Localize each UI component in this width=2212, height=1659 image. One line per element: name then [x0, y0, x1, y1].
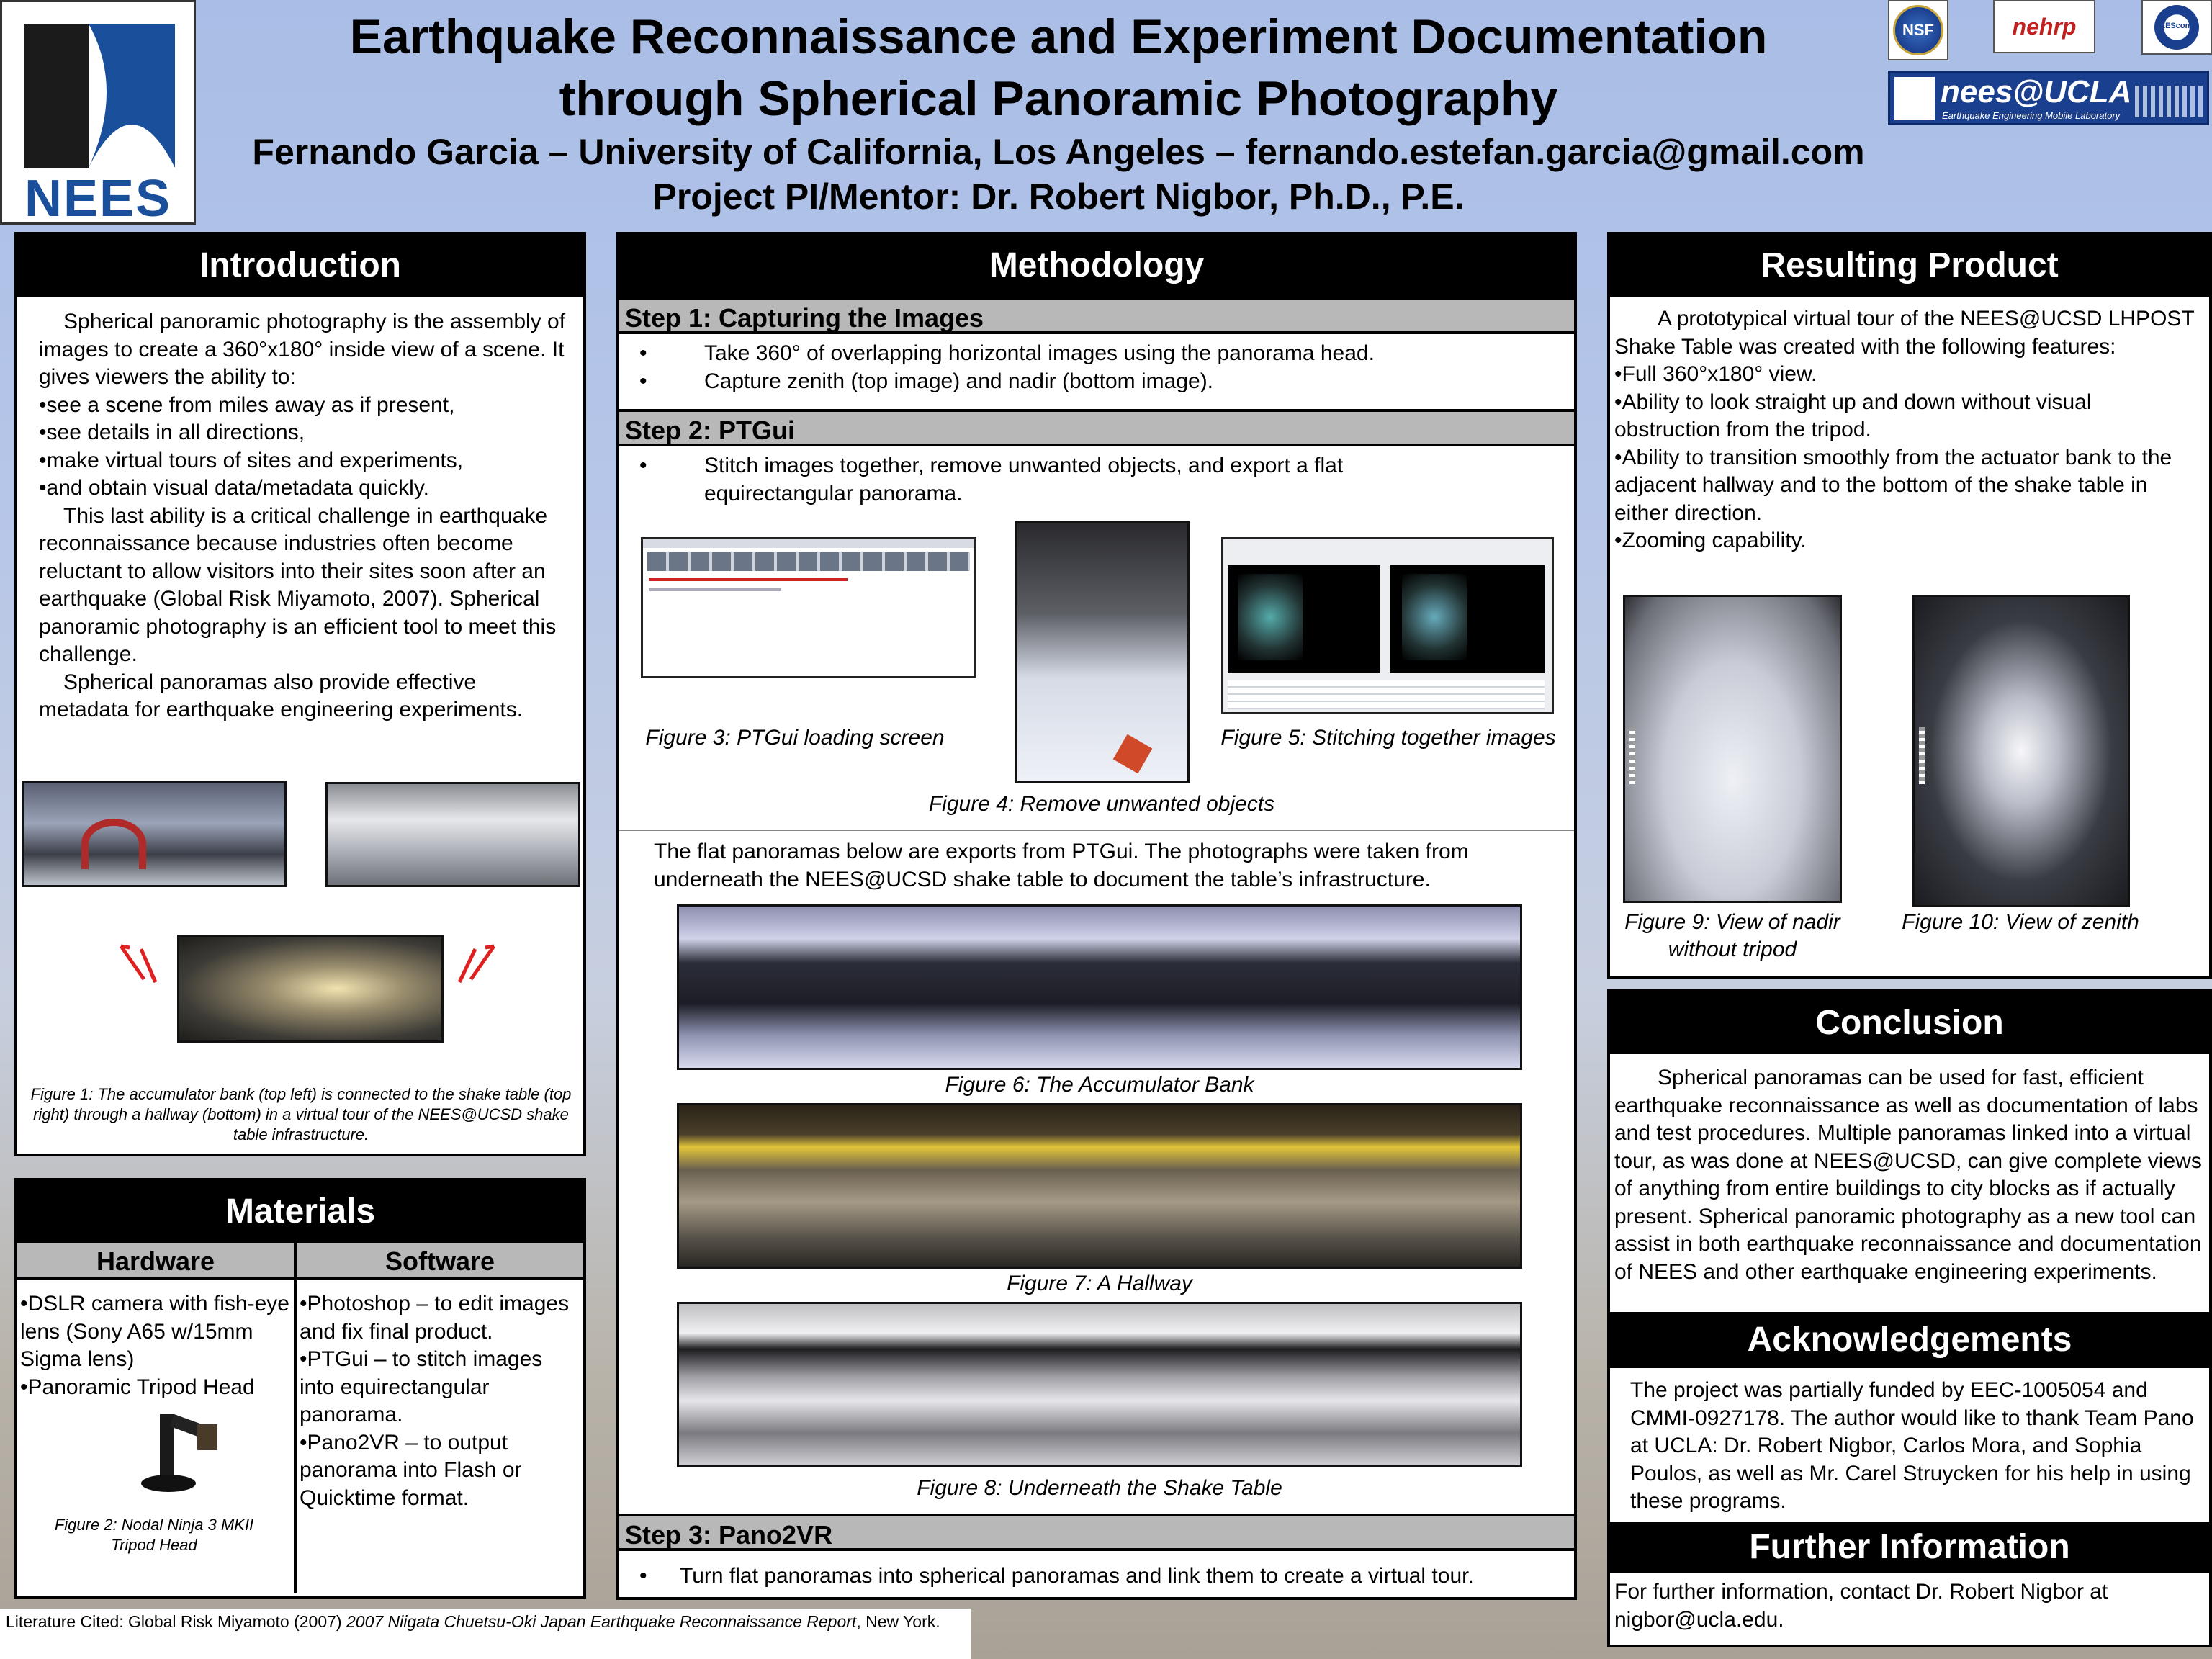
step3-bullet: • Turn flat panoramas into spherical panoramas and link them to create a virtual tour. [639, 1564, 1474, 1588]
zenith-view-photo [1912, 595, 2130, 907]
accumulator-bank-panorama [677, 904, 1522, 1070]
nadir-view-photo [1623, 595, 1842, 903]
step1-bullet: • Capture zenith (top image) and nadir (bottom image). [639, 369, 1214, 393]
nees-logo [0, 0, 196, 228]
materials-panel [14, 1178, 586, 1599]
software-item: •PTGui – to stitch images into equirectangular panorama. [300, 1347, 543, 1426]
figure2-caption: Figure 2: Nodal Ninja 3 MKII Tripod Head [54, 1516, 254, 1554]
hallway-photo [177, 935, 444, 1043]
hardware-cell [17, 1280, 297, 1593]
ptgui-loading-screenshot [641, 537, 976, 678]
hardware-item: •Panoramic Tripod Head [20, 1375, 255, 1399]
acknowledgements-text: The project was partially funded by EEC-1005054 and CMMI-0927178. The author would like to thank Team Pano at UCLA: Dr. Robert Nigbor, Carlos Mora, and Sophia Poulos, as well as Mr. Carel Struycken for his help in using these programs. [1630, 1378, 2194, 1513]
figure3-caption: Figure 3: PTGui loading screen [645, 726, 945, 750]
nehrp-logo-label: nehrp [2012, 14, 2077, 40]
figure9-caption: Figure 9: View of nadir without tripod [1624, 910, 1840, 961]
software-cell [297, 1280, 583, 1593]
remove-objects-photo [1015, 521, 1190, 783]
figure8-caption: Figure 8: Underneath the Shake Table [917, 1476, 1282, 1500]
neescomm-logo [2141, 0, 2212, 55]
literature-cited [0, 1609, 971, 1659]
feature-item: •Ability to transition smoothly from the actuator bank to the adjacent hallway and to the bottom of the shake table in either direction. [1614, 445, 2172, 525]
acknowledgements-heading: Acknowledgements [1610, 1312, 2209, 1368]
neescomm-logo-label: NEEScomm [2154, 22, 2200, 30]
resulting-product-panel [1607, 232, 2212, 979]
introduction-panel [14, 232, 586, 1156]
tripod-head-image [118, 1407, 226, 1496]
figure4-caption: Figure 4: Remove unwanted objects [928, 792, 1275, 816]
stitching-screenshot [1221, 537, 1554, 714]
step1-title: Step 1: Capturing the Images [619, 297, 1574, 334]
feature-item: •Full 360°x180° view. [1614, 362, 1817, 386]
further-information-text: For further information, contact Dr. Robert Nigbor at nigbor@ucla.edu. [1614, 1580, 2108, 1632]
shake-table-panorama [677, 1302, 1522, 1467]
figure1-caption: Figure 1: The accumulator bank (top left) is connected to the shake table (top right) through a hallway (bottom) in a virtual tour of the NEES@UCSD shake table infrastructure. [30, 1085, 572, 1143]
nehrp-logo [1993, 0, 2095, 53]
figure6-caption: Figure 6: The Accumulator Bank [945, 1073, 1254, 1097]
software-column-header: Software [385, 1246, 495, 1276]
intro-bullet: •see a scene from miles away as if present, [39, 392, 455, 417]
intro-paragraph: This last ability is a critical challenge in earthquake reconnaissance because industries often become reluctant to allow visitors into their sites soon after an earthquake (Global Risk Miyamoto, 2007). Spherical panoramic photography is an efficient tool to meet this challenge. [39, 503, 557, 666]
mentor-line: Project PI/Mentor: Dr. Robert Nigbor, Ph.D., P.E. [652, 176, 1465, 217]
feature-item: •Zooming capability. [1614, 529, 1807, 552]
figure7-caption: Figure 7: A Hallway [1007, 1272, 1192, 1295]
literature-prefix: Literature Cited: Global Risk Miyamoto (2007) [6, 1612, 346, 1631]
nees-ucla-logo [1888, 71, 2209, 125]
nees-logo-text: NEES [24, 170, 172, 228]
accumulator-bank-photo [22, 781, 287, 887]
intro-paragraph: Spherical panoramas also provide effective metadata for earthquake engineering experiments. [39, 670, 523, 721]
figure10-caption: Figure 10: View of zenith [1902, 910, 2139, 934]
materials-heading: Materials [17, 1181, 583, 1243]
nees-ucla-logo-sub: Earthquake Engineering Mobile Laboratory [1942, 110, 2121, 121]
methodology-heading: Methodology [619, 235, 1574, 297]
step2-bullet: • Stitch images together, remove unwanted objects, and export a flat equirectangular panorama. [639, 454, 1344, 505]
hallway-panorama [677, 1103, 1522, 1269]
literature-suffix: , New York. [856, 1612, 940, 1631]
software-item: •Photoshop – to edit images and fix final product. [300, 1292, 570, 1344]
resulting-intro: A prototypical virtual tour of the NEES@UCSD LHPOST Shake Table was created with the following features: [1614, 307, 2195, 359]
poster-title-line1: Earthquake Reconnaissance and Experiment Documentation [349, 9, 1768, 64]
conclusion-panel [1607, 989, 2212, 1647]
transition-arrow-icon [115, 939, 161, 989]
software-item: •Pano2VR – to output panorama into Flash or Quicktime format. [300, 1430, 522, 1510]
intro-paragraph: Spherical panoramic photography is the assembly of images to create a 360°x180° inside view of a scene. It gives viewers the ability to: [39, 310, 566, 389]
step3-title: Step 3: Pano2VR [619, 1514, 1574, 1551]
figure5-caption: Figure 5: Stitching together images [1220, 726, 1556, 750]
feature-item: •Ability to look straight up and down without visual obstruction from the tripod. [1614, 390, 2092, 441]
nsf-logo [1888, 0, 1948, 60]
nees-logo-mark-icon [2, 2, 194, 168]
transition-arrow-icon [454, 939, 500, 989]
introduction-heading: Introduction [17, 235, 583, 297]
conclusion-heading: Conclusion [1610, 992, 2209, 1054]
step2-title: Step 2: PTGui [619, 409, 1574, 446]
flat-panoramas-text: The flat panoramas below are exports from PTGui. The photographs were taken from underneath the NEES@UCSD shake table to document the table’s infrastructure. [654, 840, 1469, 891]
methodology-panel [616, 232, 1577, 1600]
poster-title-line2: through Spherical Panoramic Photography [559, 71, 1558, 126]
shake-table-photo [325, 782, 580, 887]
nsf-logo-label: NSF [1893, 5, 1943, 55]
hardware-column-header: Hardware [17, 1243, 297, 1277]
hardware-item: •DSLR camera with fish-eye lens (Sony A65 w/15mm Sigma lens) [20, 1292, 289, 1371]
author-line: Fernando Garcia – University of California, Los Angeles – fernando.estefan.garcia@gmail.com [252, 132, 1865, 172]
conclusion-text: Spherical panoramas can be used for fast, efficient earthquake reconnaissance as well as documentation of labs and test procedures. Multiple panoramas linked into a virtual tour, as was done at NEES@UCSD, can give complete views of anything from entire buildings to city blocks as if actually present. Spherical panoramic photography as a new tool can assist in both earthquake reconnaissance and documentation of NEES and other earthquake engineering experiments. [1614, 1066, 2202, 1284]
nees-ucla-logo-label: nees@UCLA [1941, 74, 2132, 109]
step1-bullet: • Take 360° of overlapping horizontal images using the panorama head. [639, 341, 1375, 365]
resulting-product-heading: Resulting Product [1610, 235, 2209, 297]
intro-bullet: •see details in all directions, [39, 421, 305, 444]
intro-bullet: •and obtain visual data/metadata quickly. [39, 476, 429, 500]
intro-bullet: •make virtual tours of sites and experiments, [39, 448, 464, 472]
literature-title: 2007 Niigata Chuetsu-Oki Japan Earthquake Reconnaissance Report [346, 1612, 857, 1631]
further-information-heading: Further Information [1610, 1522, 2209, 1573]
